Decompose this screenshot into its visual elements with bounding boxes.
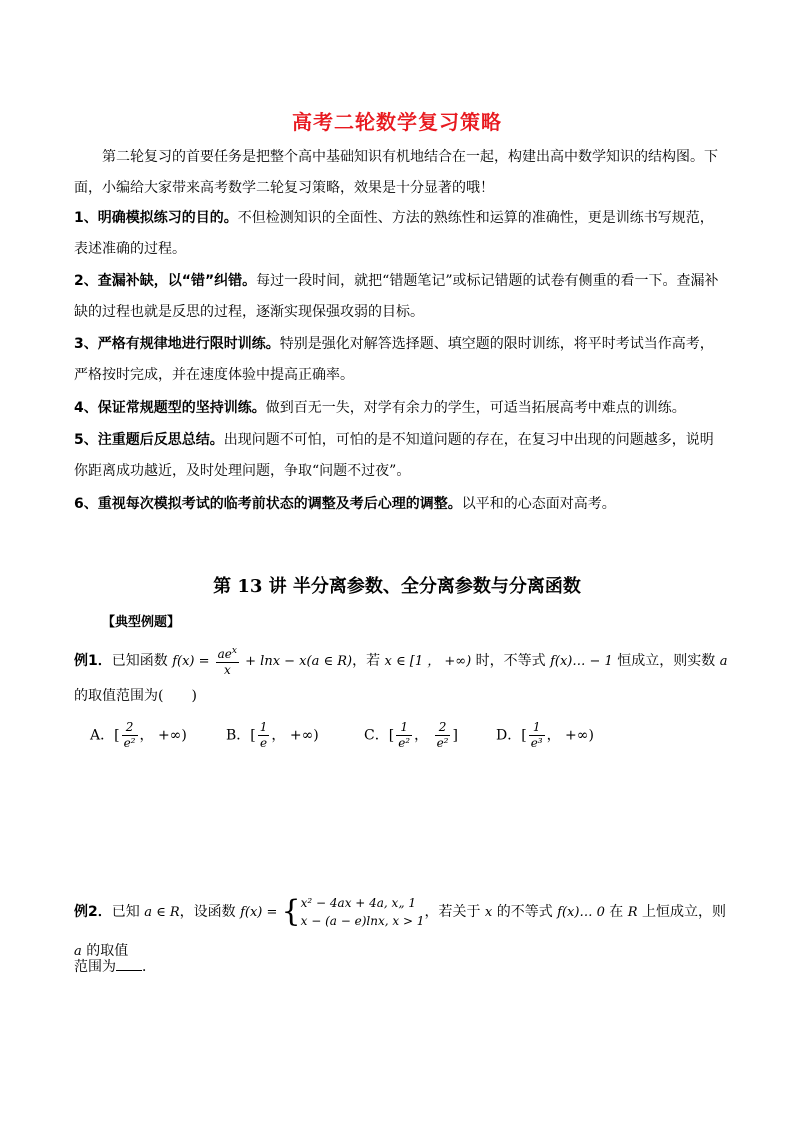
example-2-text: ，设函数 — [179, 904, 241, 920]
example-1-inequality: f(x)… − 1 — [550, 654, 613, 669]
example-1-label: 例1． — [74, 653, 112, 669]
option-c-fraction — [396, 720, 412, 751]
option-d-label: D．[ — [496, 727, 527, 744]
fraction-numerator: 2 — [435, 720, 451, 736]
fraction-denominator: x — [223, 663, 231, 677]
fraction-numerator: 2 — [122, 720, 138, 736]
example-2-condition: a ∈ R — [144, 905, 180, 920]
example-1-variable: a — [719, 654, 728, 669]
example-1-text: ，若 — [352, 653, 385, 669]
fraction-denominator: e — [260, 736, 268, 750]
fraction-denominator: e² — [436, 736, 449, 750]
section-label: 【典型例题】 — [102, 615, 181, 630]
point-5 — [74, 425, 724, 487]
fraction-numerator: ae — [217, 647, 232, 661]
option-c-tail: ] — [452, 727, 458, 744]
fraction-denominator: e² — [123, 736, 136, 750]
example-1-function: f(x) = — [172, 654, 214, 669]
example-2-variable-a: a — [74, 944, 82, 959]
point-3-text: 特别是强化对解答选择题、填空题的限时训练，将平时考试当作高考，严格按时完成，并在速度体验中提高正确率。 — [74, 336, 714, 383]
intro-paragraph: 第二轮复习的首要任务是把整个高中基础知识有机地结合在一起，构建出高中数学知识的结构图。下面，小编给大家带来高考数学二轮复习策略，效果是十分显著的哦！ — [74, 149, 718, 196]
point-2 — [74, 266, 724, 328]
piecewise-case-2: x − (a − e)lnx, x > 1 — [300, 914, 425, 928]
option-a-tail: ， +∞) — [139, 727, 187, 744]
example-2-continued — [74, 953, 734, 981]
point-3 — [74, 329, 724, 391]
option-d — [496, 720, 594, 751]
fraction-exponent: x — [231, 646, 237, 656]
point-6-heading: 6、重视每次模拟考试的临考前状态的调整及考后心理的调整。 — [74, 496, 462, 512]
point-4-text: 做到百无一失，对学有余力的学生，可适当拓展高考中难点的训练。 — [265, 400, 686, 416]
answer-blank[interactable] — [116, 970, 142, 971]
point-4 — [74, 393, 724, 424]
option-c-fraction-2 — [435, 720, 451, 751]
option-c-label: C．[ — [364, 727, 395, 744]
example-2-text: 上恒成立，则 — [637, 904, 727, 920]
example-2-text: 已知 — [111, 904, 145, 920]
point-3-heading: 3、严格有规律地进行限时训练。 — [74, 336, 280, 352]
fraction-denominator: e² — [398, 736, 411, 750]
lecture-title: 第 13 讲 半分离参数、全分离参数与分离函数 — [213, 576, 581, 597]
option-d-fraction — [529, 720, 545, 751]
point-2-text: 每过一段时间，就把“错题笔记”或标记错题的试卷有侧重的看一下。查漏补缺的过程也就是反思的过程，逐渐实现保强攻弱的目标。 — [74, 273, 719, 320]
option-d-tail: ， +∞) — [546, 727, 594, 744]
example-1-text: 时，不等式 — [471, 653, 551, 669]
example-1-fraction — [216, 644, 239, 678]
point-1 — [74, 203, 724, 265]
example-1-text: 恒成立，则实数 — [612, 653, 720, 669]
option-a-fraction — [122, 720, 138, 751]
option-c — [364, 720, 458, 751]
point-1-heading: 1、明确模拟练习的目的。 — [74, 210, 238, 226]
fraction-numerator: 1 — [396, 720, 412, 736]
example-2-inequality: f(x)… 0 — [557, 905, 605, 920]
example-2-set-r: R — [627, 905, 638, 920]
point-5-heading: 5、注重题后反思总结。 — [74, 432, 224, 448]
option-c-separator: ， — [414, 727, 433, 744]
point-1-text: 不但检测知识的全面性、方法的熟练性和运算的准确性，更是训练书写规范，表述准确的过程。 — [74, 210, 714, 257]
example-2-text: ，若关于 — [424, 904, 485, 920]
example-2-variable-x: x — [484, 905, 493, 920]
example-1-text: 已知函数 — [111, 653, 173, 669]
option-a — [90, 720, 187, 751]
option-a-label: A．[ — [90, 727, 120, 744]
piecewise-cases — [301, 894, 425, 930]
option-b-label: B．[ — [226, 727, 256, 744]
example-1-function-rest: + lnx − x(a ∈ R) — [241, 654, 353, 669]
example-2-label: 例2． — [74, 904, 112, 920]
point-4-heading: 4、保证常规题型的坚持训练。 — [74, 400, 266, 416]
example-2-function: f(x) = — [240, 905, 282, 920]
fraction-numerator: 1 — [529, 720, 545, 736]
example-1-text: 的取值范围为( ) — [74, 688, 197, 704]
point-6 — [74, 489, 724, 520]
option-b-tail: ， +∞) — [271, 727, 319, 744]
option-b — [226, 720, 319, 751]
point-2-heading: 2、查漏补缺，以“错”纠错。 — [74, 273, 257, 289]
example-2-text: 范围为 — [74, 959, 116, 975]
example-2-text: 的取值 — [81, 943, 129, 959]
piecewise-brace: { — [281, 894, 301, 929]
example-2-text: 在 — [604, 904, 628, 920]
point-5-text: 出现问题不可怕，可怕的是不知道问题的存在，在复习中出现的问题越多，说明你距离成功越近，及时处理问题，争取“问题不过夜”。 — [74, 432, 714, 479]
piecewise-case-1: x² − 4ax + 4a, x„ 1 — [300, 896, 416, 910]
example-2-period: ． — [142, 959, 156, 975]
fraction-numerator: 1 — [259, 720, 268, 734]
page-title: 高考二轮数学复习策略 — [292, 110, 502, 134]
point-6-text: 以平和的心态面对高考。 — [461, 496, 616, 512]
fraction-denominator: e³ — [530, 736, 543, 750]
example-2-text: 的不等式 — [492, 904, 558, 920]
example-1-condition: x ∈ [1 ， +∞) — [384, 654, 472, 669]
option-b-fraction — [258, 720, 270, 751]
example-1 — [74, 644, 734, 713]
